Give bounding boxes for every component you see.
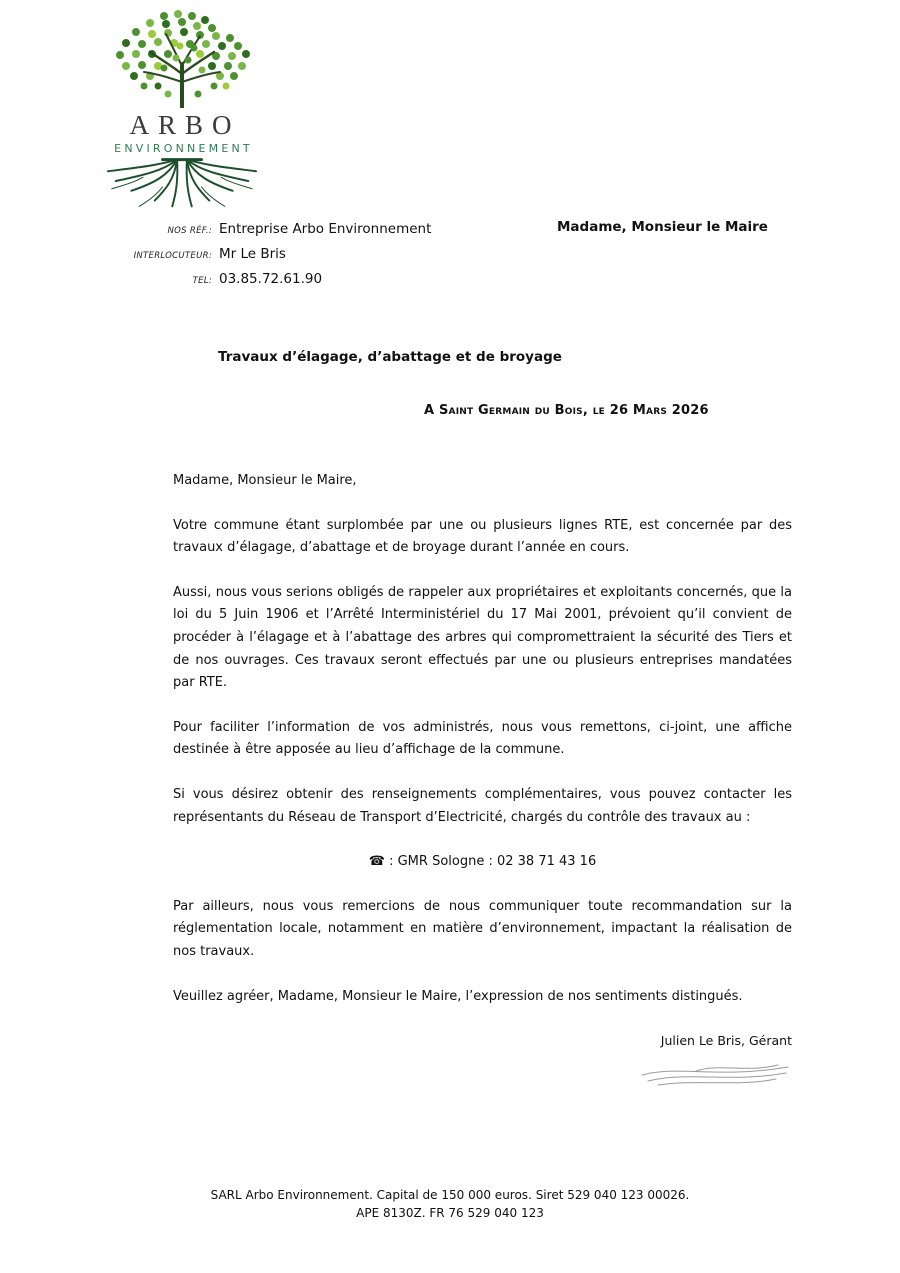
footer-line-2: APE 8130Z. FR 76 529 040 123 [356,1206,544,1220]
tree-crown-icon [96,8,268,108]
contact-line [173,851,792,874]
tree-roots-icon [96,157,268,209]
subject-line: Travaux d’élagage, d’abattage et de broyage [218,349,562,365]
footer-line-1: SARL Arbo Environnement. Capital de 150 000 euros. Siret 529 040 123 00026. [210,1188,690,1202]
contact-text: : GMR Sologne : 02 38 71 43 16 [384,854,597,870]
footer [0,1186,900,1222]
signature-scribble-icon [173,1057,792,1091]
company-logo [96,8,268,209]
paragraph: Par ailleurs, nous vous remercions de nous communiquer toute recommandation sur la réglementation locale, notamment en matière d’environnement, impactant la réalisation de nos travaux. [173,898,792,959]
ref-label: NOS RÉF.: [167,226,212,236]
paragraph: Veuillez agréer, Madame, Monsieur le Maire, l’expression de nos sentiments distingués. [173,988,743,1004]
paragraph: Si vous désirez obtenir des renseignements complémentaires, vous pouvez contacter les représentants du Réseau de Transport d’Electricité, chargés du contrôle des travaux au : [173,786,792,825]
dateline: A Saint Germain du Bois, le 26 Mars 2026 [424,403,709,418]
ref-value-company: Entreprise Arbo Environnement [219,221,432,237]
ref-label: INTERLOCUTEUR: [133,251,212,261]
paragraph: Aussi, nous vous serions obligés de rappeler aux propriétaires et exploitants concernés, que la loi du 5 Juin 1906 et l’Arrêté Interministériel du 17 Mai 2001, prévoient qu’il convient de procéder à l’élagage et à l’abattage des arbres qui compromettraient la sécurité des Tiers et de nos ouvrages. Ces travaux seront effectués par une ou plusieurs entreprises mandatées par RTE. [173,584,792,691]
recipient: Madame, Monsieur le Maire [557,219,768,235]
salutation: Madame, Monsieur le Maire, [173,473,357,488]
logo-title: ARBO [129,110,241,140]
letter-body [173,470,792,1091]
phone-icon: ☎ [368,854,385,870]
reference-block [0,218,900,293]
ref-value-contact-person: Mr Le Bris [219,246,286,262]
ref-row-interlocuteur [0,243,900,268]
paragraph: Votre commune étant surplombée par une ou plusieurs lignes RTE, est concernée par des travaux d’élagage, d’abattage et de broyage durant l’année en cours. [173,517,792,556]
ref-row-tel [0,268,900,293]
paragraph: Pour faciliter l’information de vos administrés, nous vous remettons, ci-joint, une affiche destinée à être apposée au lieu d’affichage de la commune. [173,719,792,758]
ref-label: TEL: [192,276,212,286]
logo-subtitle: ENVIRONNEMENT [114,142,253,155]
signature-name: Julien Le Bris, Gérant [660,1033,792,1049]
ref-value-phone: 03.85.72.61.90 [219,271,323,287]
